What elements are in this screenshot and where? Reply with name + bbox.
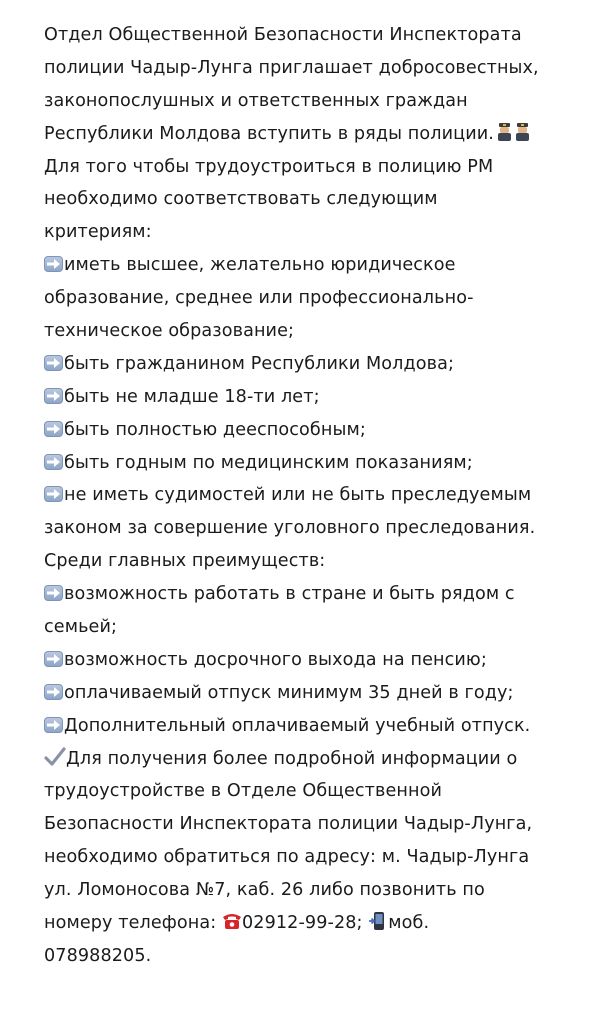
criteria-item bbox=[44, 348, 589, 381]
text-line bbox=[44, 151, 589, 184]
text-span: критериям: bbox=[44, 222, 152, 243]
text-span: Дополнительный оплачиваемый учебный отпуск. bbox=[64, 715, 531, 736]
right-arrow-button-icon bbox=[44, 421, 63, 437]
text-span: быть полностью дееспособным; bbox=[64, 419, 366, 440]
text-span: необходимо обратиться по адресу: м. Чадыр-Лунга bbox=[44, 847, 530, 868]
text-line bbox=[44, 52, 589, 85]
right-arrow-button-icon bbox=[44, 651, 63, 667]
criteria-item bbox=[44, 249, 589, 282]
text-line bbox=[44, 19, 589, 52]
text-span: ул. Ломоносова №7, каб. 26 либо позвонить по bbox=[44, 880, 485, 901]
text-span: образование, среднее или профессионально- bbox=[44, 288, 474, 309]
text-span: Для получения более подробной информации о bbox=[66, 748, 518, 769]
text-span: быть не младше 18-ти лет; bbox=[64, 386, 320, 407]
text-span: Безопасности Инспектората полиции Чадыр-Лунга, bbox=[44, 814, 533, 835]
mobile-phone-icon bbox=[368, 910, 388, 930]
benefit-item bbox=[44, 644, 589, 677]
right-arrow-button-icon bbox=[44, 717, 63, 733]
text-span: не иметь судимостей или не быть преследуемым bbox=[64, 485, 532, 506]
text-line bbox=[44, 611, 589, 644]
check-mark-icon bbox=[44, 746, 66, 766]
criteria-item bbox=[44, 447, 589, 480]
text-span: Для того чтобы трудоустроиться в полицию РМ bbox=[44, 156, 494, 177]
benefit-item bbox=[44, 677, 589, 710]
right-arrow-button-icon bbox=[44, 256, 63, 272]
text-line bbox=[44, 512, 589, 545]
right-arrow-button-icon bbox=[44, 454, 63, 470]
text-line bbox=[44, 775, 589, 808]
text-span: техническое образование; bbox=[44, 321, 295, 342]
text-line bbox=[44, 545, 589, 578]
criteria-item bbox=[44, 381, 589, 414]
text-span: Республики Молдова вступить в ряды полиции. bbox=[44, 123, 494, 144]
criteria-item bbox=[44, 414, 589, 447]
text-span: полиции Чадыр-Лунга приглашает добросовестных, bbox=[44, 57, 539, 78]
text-span: Отдел Общественной Безопасности Инспектората bbox=[44, 25, 522, 45]
telephone-icon bbox=[222, 909, 242, 927]
text-line bbox=[44, 841, 589, 874]
text-line bbox=[44, 183, 589, 216]
text-span: быть гражданином Республики Молдова; bbox=[64, 353, 455, 374]
text-span: возможность досрочного выхода на пенсию; bbox=[64, 649, 487, 670]
benefit-item bbox=[44, 578, 589, 611]
text-span: законопослушных и ответственных граждан bbox=[44, 90, 468, 111]
contact-line bbox=[44, 940, 589, 973]
text-span: быть годным по медицинским показаниям; bbox=[64, 452, 473, 473]
text-line bbox=[44, 874, 589, 907]
text-span: иметь высшее, желательно юридическое bbox=[64, 255, 456, 276]
right-arrow-button-icon bbox=[44, 486, 63, 502]
criteria-item bbox=[44, 479, 589, 512]
right-arrow-button-icon bbox=[44, 585, 63, 601]
info-paragraph bbox=[44, 743, 589, 776]
right-arrow-button-icon bbox=[44, 388, 63, 404]
benefit-item bbox=[44, 710, 589, 743]
text-line bbox=[44, 85, 589, 118]
text-span: семьей; bbox=[44, 617, 118, 638]
right-arrow-button-icon bbox=[44, 355, 63, 371]
mobile-number[interactable]: 078988205. bbox=[44, 945, 152, 966]
mobile-label: моб. bbox=[388, 913, 430, 934]
phone-number[interactable]: 02912-99-28; bbox=[242, 913, 363, 934]
text-line bbox=[44, 282, 589, 315]
contact-line bbox=[44, 907, 589, 940]
text-span: трудоустройстве в Отделе Общественной bbox=[44, 781, 442, 802]
text-line bbox=[44, 808, 589, 841]
text-span: Среди главных преимуществ: bbox=[44, 551, 326, 572]
police-officer-icon bbox=[497, 121, 512, 141]
text-line bbox=[44, 315, 589, 348]
text-span: номеру телефона: bbox=[44, 913, 222, 934]
text-line bbox=[44, 118, 589, 151]
police-officer-icon bbox=[515, 121, 530, 141]
text-span: необходимо соответствовать следующим bbox=[44, 189, 438, 210]
text-span: законом за совершение уголовного преследования. bbox=[44, 518, 536, 539]
text-span: оплачиваемый отпуск минимум 35 дней в году; bbox=[64, 682, 514, 703]
right-arrow-button-icon bbox=[44, 684, 63, 700]
text-line bbox=[44, 216, 589, 249]
text-span: возможность работать в стране и быть рядом с bbox=[64, 584, 515, 605]
document-text bbox=[44, 19, 589, 973]
